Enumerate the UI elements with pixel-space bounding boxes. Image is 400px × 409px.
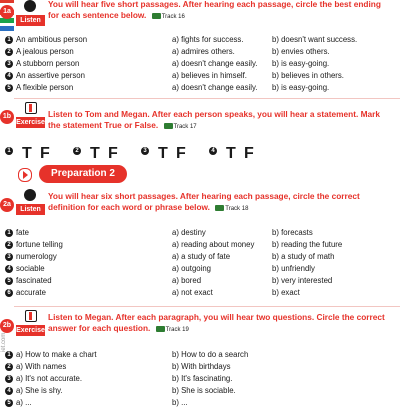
item-number: 2 xyxy=(5,241,13,249)
item-text: An assertive person xyxy=(16,71,85,80)
item-number: 6 xyxy=(5,289,13,297)
item-number: 2 xyxy=(5,363,13,371)
false-option[interactable]: F xyxy=(108,145,118,162)
listener-icon xyxy=(24,189,36,201)
item-text: A stubborn person xyxy=(16,59,80,68)
badge-label: Exercise xyxy=(16,119,45,126)
option-a[interactable]: a) destiny xyxy=(172,228,206,237)
listener-icon xyxy=(24,0,36,12)
list-item xyxy=(0,251,400,263)
true-option[interactable]: T xyxy=(90,145,100,162)
option-a[interactable]: a) doesn't change easily. xyxy=(172,83,258,92)
divider xyxy=(14,306,400,307)
listen-badge xyxy=(16,189,45,215)
option-a[interactable]: a) reading about money xyxy=(172,240,255,249)
cd-track-icon xyxy=(215,205,224,211)
option-b[interactable]: b) unfriendly xyxy=(272,264,315,273)
item-number: 5 xyxy=(5,277,13,285)
color-strip-blue xyxy=(0,26,14,31)
option-b[interactable]: b) is easy-going. xyxy=(272,59,330,68)
track-label: Track 19 xyxy=(165,327,189,333)
option-b[interactable]: b) very interested xyxy=(272,276,333,285)
play-icon xyxy=(18,168,32,182)
option-a[interactable]: a) ... xyxy=(16,398,32,407)
item-text: fate xyxy=(16,228,30,237)
list-item xyxy=(0,58,400,70)
option-b[interactable]: b) doesn't want success. xyxy=(272,35,358,44)
cd-track-icon xyxy=(164,123,173,129)
preparation-title: Preparation 2 xyxy=(39,165,127,183)
instructions xyxy=(48,109,394,133)
track-label: Track 18 xyxy=(225,206,249,212)
item-number: 4 xyxy=(5,265,13,273)
true-option[interactable]: T xyxy=(158,145,168,162)
item-text: numerology xyxy=(16,252,57,261)
item-number: 1 xyxy=(5,229,13,237)
item-number: 3 xyxy=(5,253,13,261)
track-label: Track 16 xyxy=(161,14,185,20)
color-strip-red xyxy=(0,0,14,3)
item-number: 3 xyxy=(141,147,149,155)
badge-label: Listen xyxy=(16,15,45,26)
list-item xyxy=(0,46,400,58)
item-number: 3 xyxy=(5,60,13,68)
list-item xyxy=(0,227,400,239)
list-item xyxy=(0,349,400,361)
option-a[interactable]: a) bored xyxy=(172,276,202,285)
option-a[interactable]: a) She is shy. xyxy=(16,386,63,395)
option-b[interactable]: b) exact xyxy=(272,288,300,297)
item-number: 2 xyxy=(73,147,81,155)
instruction-text: You will hear five short passages. After hearing each passage, circle the best ending for each sentence below. xyxy=(48,0,381,20)
option-a[interactable]: a) doesn't change easily. xyxy=(172,59,258,68)
badge-label: Listen xyxy=(16,204,45,215)
true-option[interactable]: T xyxy=(22,145,32,162)
option-b[interactable]: b) reading the future xyxy=(272,240,343,249)
option-b[interactable]: b) forecasts xyxy=(272,228,313,237)
list-item xyxy=(0,385,400,397)
option-a[interactable]: a) not exact xyxy=(172,288,213,297)
cd-track-icon xyxy=(152,13,161,19)
option-a[interactable]: a) How to make a chart xyxy=(16,350,97,359)
bookmark-icon xyxy=(25,310,37,322)
item-number: 4 xyxy=(5,387,13,395)
divider xyxy=(14,98,400,99)
option-a[interactable]: a) outgoing xyxy=(172,264,212,273)
list-item xyxy=(0,70,400,82)
exercise-badge xyxy=(16,102,45,128)
item-number: 2 xyxy=(5,48,13,56)
item-number: 4 xyxy=(209,147,217,155)
section-tag: 1a xyxy=(0,5,14,19)
false-option[interactable]: F xyxy=(40,145,50,162)
exercise-badge xyxy=(16,310,45,336)
item-text: A flexible person xyxy=(16,83,74,92)
option-a[interactable]: a) believes in himself. xyxy=(172,71,247,80)
list-item xyxy=(0,287,400,299)
instructions xyxy=(48,0,394,23)
instruction-text: Listen to Tom and Megan. After each person speaks, you will hear a statement. Mark the statement True or False. xyxy=(48,109,380,130)
listen-badge xyxy=(16,0,45,26)
false-option[interactable]: F xyxy=(176,145,186,162)
option-b[interactable]: b) She is sociable. xyxy=(172,386,236,395)
item-number: 1 xyxy=(5,351,13,359)
option-a[interactable]: a) a study of fate xyxy=(172,252,231,261)
item-text: A jealous person xyxy=(16,47,74,56)
list-item xyxy=(0,239,400,251)
option-b[interactable]: b) a study of math xyxy=(272,252,335,261)
list-item xyxy=(0,34,400,46)
list-item xyxy=(0,361,400,373)
section-tag: 2b xyxy=(0,319,14,333)
item-number: 3 xyxy=(5,375,13,383)
option-a[interactable]: a) It's not accurate. xyxy=(16,374,83,383)
badge-label: Exercise xyxy=(16,327,45,334)
section-tag: 2a xyxy=(0,198,14,212)
option-b[interactable]: b) With birthdays xyxy=(172,362,231,371)
list-item xyxy=(0,373,400,385)
option-b[interactable]: b) is easy-going. xyxy=(272,83,330,92)
true-option[interactable]: T xyxy=(226,145,236,162)
item-number: 4 xyxy=(5,72,13,80)
item-number: 1 xyxy=(5,147,13,155)
track-label: Track 17 xyxy=(173,124,197,130)
item-text: fascinated xyxy=(16,276,52,285)
list-item xyxy=(0,397,400,409)
item-text: accurate xyxy=(16,288,46,297)
item-number: 5 xyxy=(5,399,13,407)
option-a[interactable]: a) fights for success. xyxy=(172,35,244,44)
item-text: fortune telling xyxy=(16,240,63,249)
option-b[interactable]: b) It's fascinating. xyxy=(172,374,233,383)
cd-track-icon xyxy=(156,326,165,332)
false-option[interactable]: F xyxy=(244,145,254,162)
option-a[interactable]: a) admires others. xyxy=(172,47,235,56)
option-b[interactable]: b) envies others. xyxy=(272,47,330,56)
option-b[interactable]: b) ... xyxy=(172,398,188,407)
instruction-text: You will hear six short passages. After hearing each passage, circle the correct definition for each word or phrase below. xyxy=(48,191,360,212)
item-number: 1 xyxy=(5,36,13,44)
instructions xyxy=(48,191,394,215)
section-tag: 1b xyxy=(0,110,14,124)
side-watermark: iet.com xyxy=(1,332,7,352)
option-b[interactable]: b) believes in others. xyxy=(272,71,344,80)
item-number: 5 xyxy=(5,84,13,92)
list-item xyxy=(0,275,400,287)
instruction-text: Listen to Megan. After each paragraph, you will hear two questions. Circle the correct answer for each question. xyxy=(48,312,385,333)
instructions xyxy=(48,312,394,336)
list-item xyxy=(0,263,400,275)
bookmark-icon xyxy=(25,102,37,114)
item-text: sociable xyxy=(16,264,45,273)
item-text: An ambitious person xyxy=(16,35,88,44)
option-a[interactable]: a) With names xyxy=(16,362,67,371)
preparation-header xyxy=(0,164,400,184)
list-item xyxy=(0,82,400,94)
option-b[interactable]: b) How to do a search xyxy=(172,350,249,359)
